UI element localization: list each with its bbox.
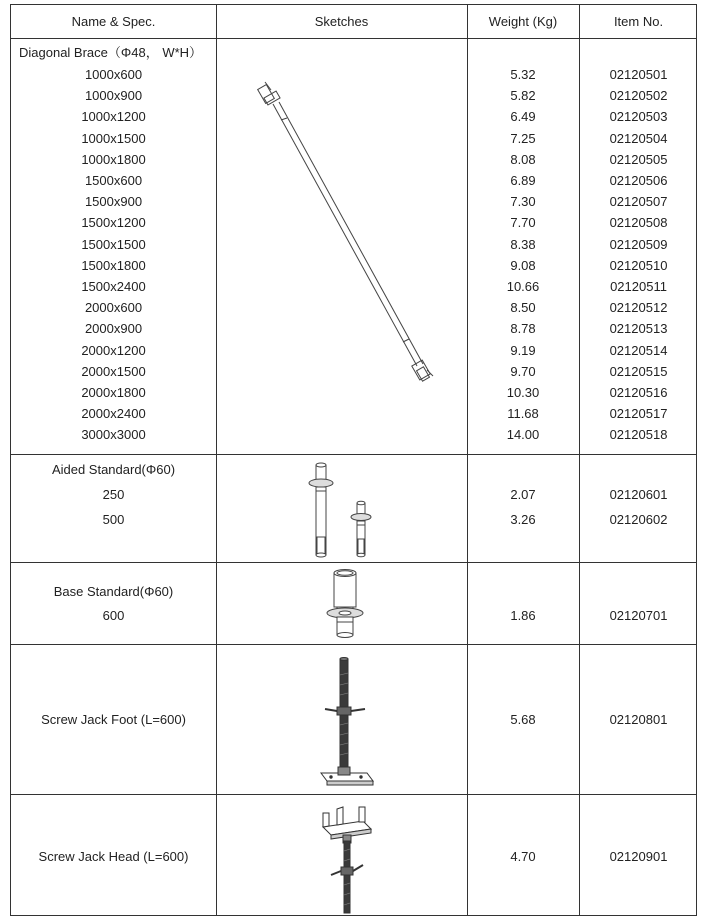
base-standard-title: Base Standard(Φ60) <box>53 584 174 599</box>
diagonal-brace-spec: 1000x600 <box>84 67 143 82</box>
diagonal-brace-spec: 1500x900 <box>84 194 143 210</box>
diagonal-brace-weight: 11.68 <box>507 406 539 422</box>
diagonal-brace-item: 02120510 <box>609 257 668 273</box>
diagonal-brace-spec: 1500x1500 <box>81 236 146 252</box>
diagonal-brace-item: 02120503 <box>609 109 668 125</box>
diagonal-brace-item: 02120508 <box>609 215 668 231</box>
aided-standard-title: Aided Standard(Φ60) <box>51 462 176 477</box>
diagonal-brace-spec: 2000x1500 <box>81 363 146 379</box>
aided-standard-item: 02120602 <box>609 512 668 527</box>
diagonal-brace-weight: 9.08 <box>510 257 536 273</box>
diagonal-brace-weight: 7.70 <box>510 215 536 231</box>
diagonal-brace-item: 02120516 <box>609 385 668 400</box>
diagonal-brace-spec: 2000x600 <box>84 300 143 316</box>
diagonal-brace-weight: 5.82 <box>510 88 536 104</box>
base-standard-weight: 1.86 <box>510 608 536 623</box>
diagonal-brace-item: 02120502 <box>609 88 668 104</box>
base-standard-spec: 600 <box>102 608 125 623</box>
diagonal-brace-spec: 2000x1200 <box>81 342 146 358</box>
diagonal-brace-item: 02120517 <box>609 406 668 422</box>
aided-standard-weight: 2.07 <box>510 487 536 502</box>
header-sketches: Sketches <box>314 14 369 29</box>
diagonal-brace-weight: 6.89 <box>510 173 536 188</box>
screw-jack-head-icon <box>315 801 377 915</box>
row-divider <box>11 794 696 795</box>
diagonal-brace-item: 02120509 <box>609 236 668 252</box>
diagonal-brace-weight: 8.78 <box>510 321 536 337</box>
diagonal-brace-weight: 8.38 <box>510 236 536 252</box>
screw-jack-head-title: Screw Jack Head (L=600) <box>38 849 189 864</box>
diagonal-brace-weight: 10.66 <box>506 279 540 294</box>
header-name-spec: Name & Spec. <box>71 14 156 29</box>
diagonal-brace-item: 02120515 <box>609 363 668 379</box>
diagonal-brace-item: 02120504 <box>609 130 668 146</box>
diagonal-brace-item: 02120512 <box>609 300 668 316</box>
diagonal-brace-spec: 2000x900 <box>84 321 143 337</box>
diagonal-brace-item: 02120514 <box>609 342 668 358</box>
row-divider <box>11 454 696 455</box>
screw-jack-foot-title: Screw Jack Foot (L=600) <box>41 712 186 727</box>
diagonal-brace-weight: 10.30 <box>506 385 540 400</box>
header-item-no: Item No. <box>613 14 664 29</box>
aided-standard-spec: 500 <box>102 512 125 527</box>
screw-jack-head-weight: 4.70 <box>510 849 536 864</box>
spec-table <box>10 4 697 916</box>
diagonal-brace-weight: 7.30 <box>510 194 536 210</box>
diagonal-brace-weight: 14.00 <box>506 427 540 443</box>
aided-standard-spec: 250 <box>102 487 125 502</box>
diagonal-brace-spec: 3000x3000 <box>81 427 146 443</box>
diagonal-brace-weight: 5.32 <box>510 67 536 82</box>
diagonal-brace-item: 02120511 <box>610 279 667 294</box>
header-weight: Weight (Kg) <box>488 14 558 29</box>
diagonal-brace-spec: 1500x600 <box>84 173 143 188</box>
diagonal-brace-spec: 1000x1200 <box>81 109 146 125</box>
diagonal-brace-item: 02120518 <box>609 427 668 443</box>
diagonal-brace-item: 02120501 <box>609 67 668 82</box>
diagonal-brace-title: Diagonal Brace（Φ48， W*H） <box>19 45 203 60</box>
screw-jack-foot-item-no: 02120801 <box>609 712 668 727</box>
row-divider <box>11 562 696 563</box>
aided-standard-weight: 3.26 <box>510 512 536 527</box>
diagonal-brace-item: 02120507 <box>609 194 668 210</box>
diagonal-brace-weight: 8.08 <box>510 151 536 167</box>
diagonal-brace-spec: 2000x1800 <box>81 385 146 400</box>
diagonal-brace-spec: 1500x1200 <box>81 215 146 231</box>
diagonal-brace-spec: 1500x1800 <box>81 257 146 273</box>
row-divider <box>11 644 696 645</box>
diagonal-brace-item: 02120505 <box>609 151 668 167</box>
diagonal-brace-spec: 1500x2400 <box>81 279 146 294</box>
diagonal-brace-spec: 2000x2400 <box>81 406 146 422</box>
diagonal-brace-weight: 9.19 <box>510 342 536 358</box>
diagonal-brace-weight: 7.25 <box>510 130 536 146</box>
diagonal-brace-icon <box>251 80 441 390</box>
aided-standard-item: 02120601 <box>609 487 668 502</box>
diagonal-brace-item: 02120513 <box>609 321 668 337</box>
diagonal-brace-weight: 8.50 <box>510 300 536 316</box>
column-divider <box>216 5 217 915</box>
diagonal-brace-item: 02120506 <box>609 173 668 188</box>
row-divider <box>11 38 696 39</box>
diagonal-brace-spec: 1000x1500 <box>81 130 146 146</box>
base-standard-item: 02120701 <box>609 608 668 623</box>
diagonal-brace-weight: 6.49 <box>510 109 536 125</box>
aided-standard-icon <box>303 459 383 559</box>
screw-jack-foot-weight: 5.68 <box>510 712 536 727</box>
screw-jack-foot-icon <box>311 655 377 791</box>
diagonal-brace-spec: 1000x1800 <box>81 151 146 167</box>
base-standard-icon <box>323 567 367 641</box>
screw-jack-head-item-no: 02120901 <box>609 849 668 864</box>
diagonal-brace-weight: 9.70 <box>510 363 536 379</box>
diagonal-brace-spec: 1000x900 <box>84 88 143 104</box>
